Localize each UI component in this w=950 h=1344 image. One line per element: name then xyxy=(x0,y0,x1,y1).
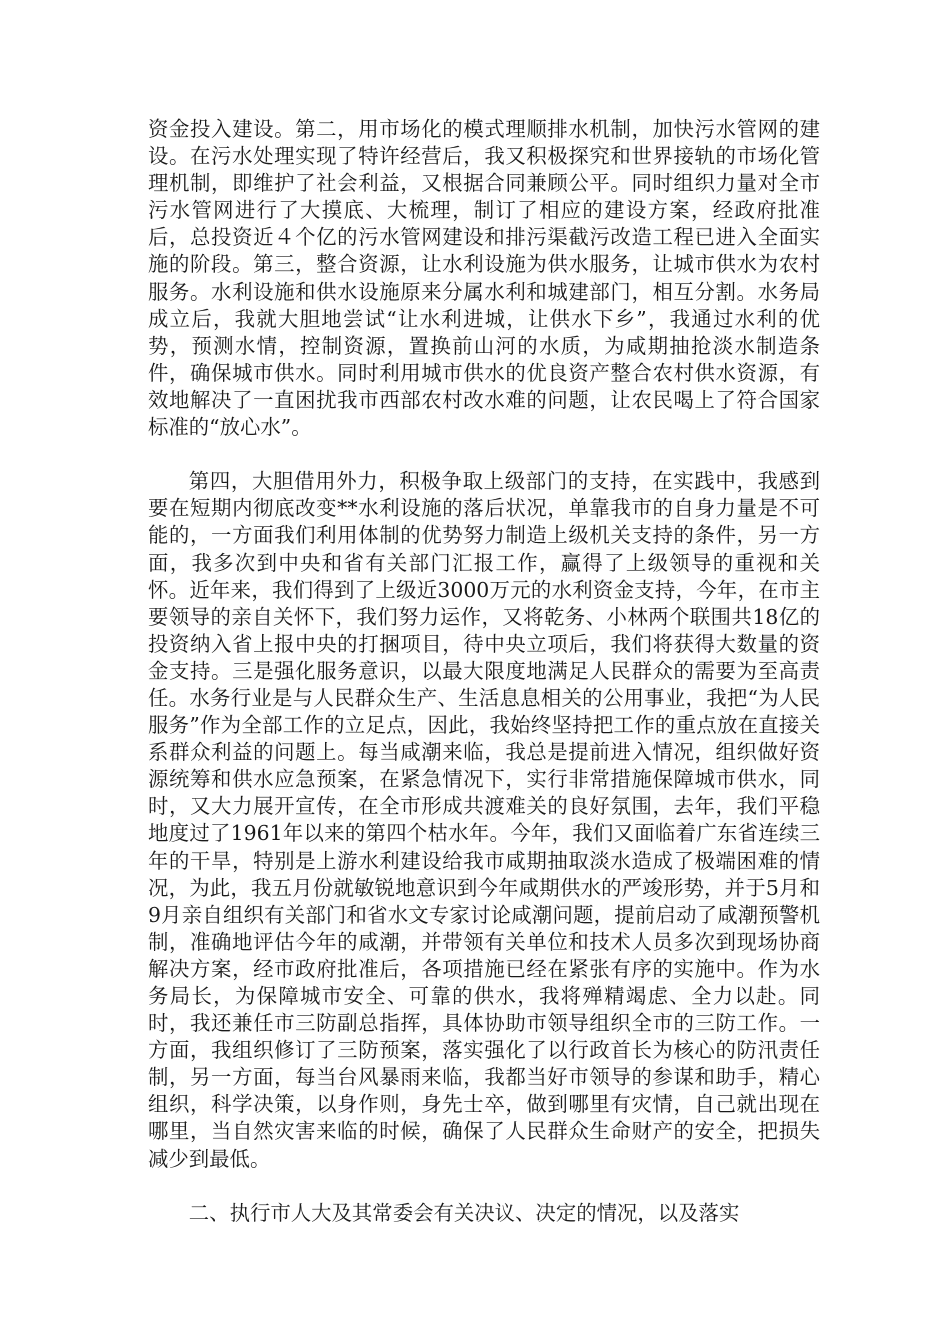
paragraph-2: 第四，大胆借用外力，积极争取上级部门的支持，在实践中，我感到要在短期内彻底改变**水利设施的落后状况，单靠我市的自身力量是不可能的，一方面我们利用体制的优势努力制造上级机关支持的条件，另一方面，我多次到中央和省有关部门汇报工作，赢得了上级领导的重视和关怀。近年来，我们得到了上级近3000万元的水利资金支持，今年，在市主要领导的亲自关怀下，我们努力运作，又将乾务、小林两个联围共18亿的投资纳入省上报中央的打捆项目，待中央立项后，我们将获得大数量的资金支持。三是强化服务意识，以最大限度地满足人民群众的需要为至高责任。水务行业是与人民群众生产、生活息息相关的公用事业，我把“为人民服务”作为全部工作的立足点，因此，我始终坚持把工作的重点放在直接关系群众利益的问题上。每当咸潮来临，我总是提前进入情况，组织做好资源统筹和供水应急预案，在紧急情况下，实行非常措施保障城市供水，同时，又大力展开宣传，在全市形成共渡难关的良好氛围，去年，我们平稳地度过了1961年以来的第四个枯水年。今年，我们又面临着广东省连续三年的干旱，特别是上游水利建设给我市咸期抽取淡水造成了极端困难的情况，为此，我五月份就敏锐地意识到今年咸期供水的严竣形势，并于5月和9月亲自组织有关部门和省水文专家讨论咸潮问题，提前启动了咸潮预警机制，准确地评估今年的咸潮，并带领有关单位和技术人员多次到现场协商解决方案，经市政府批准后，各项措施已经在紧张有序的实施中。作为水务局长，为保障城市安全、可靠的供水，我将殚精竭虑、全力以赴。同时，我还兼任市三防副总指挥，具体协助市领导组织全市的三防工作。一方面，我组织修订了三防预案，落实强化了以行政首长为核心的防汛责任制，另一方面，每当台风暴雨来临，我都当好市领导的参谋和助手，精心组织，科学决策，以身作则，身先士卒，做到哪里有灾情，自己就出现在哪里，当自然灾害来临的时候，确保了人民群众生命财产的安全，把损失减少到最低。 xyxy=(148,469,820,1171)
document-body xyxy=(148,116,820,1227)
paragraph-spacer xyxy=(148,1173,820,1200)
section-heading-2: 二、执行市人大及其常委会有关决议、决定的情况，以及落实 xyxy=(188,1200,740,1225)
paragraph-spacer xyxy=(148,441,820,468)
paragraph-1: 资金投入建设。第二，用市场化的模式理顺排水机制，加快污水管网的建设。在污水处理实现了特许经营后，我又积极探究和世界接轨的市场化管理机制，即维护了社会利益，又根据合同兼顾公平。同时组织力量对全市污水管网进行了大摸底、大梳理，制订了相应的建设方案，经政府批准后，总投资近４个亿的污水管网建设和排污渠截污改造工程已进入全面实施的阶段。第三，整合资源，让水利设施为供水服务，让城市供水为农村服务。水利设施和供水设施原来分属水利和城建部门，相互分割。水务局成立后，我就大胆地尝试“让水利进城，让供水下乡”，我通过水利的优势，预测水情，控制资源，置换前山河的水质，为咸期抽抢淡水制造条件，确保城市供水。同时利用城市供水的优良资产整合农村供水资源，有效地解决了一直困扰我市西部农村改水难的问题，让农民喝上了符合国家标准的“放心水”。 xyxy=(148,117,820,440)
